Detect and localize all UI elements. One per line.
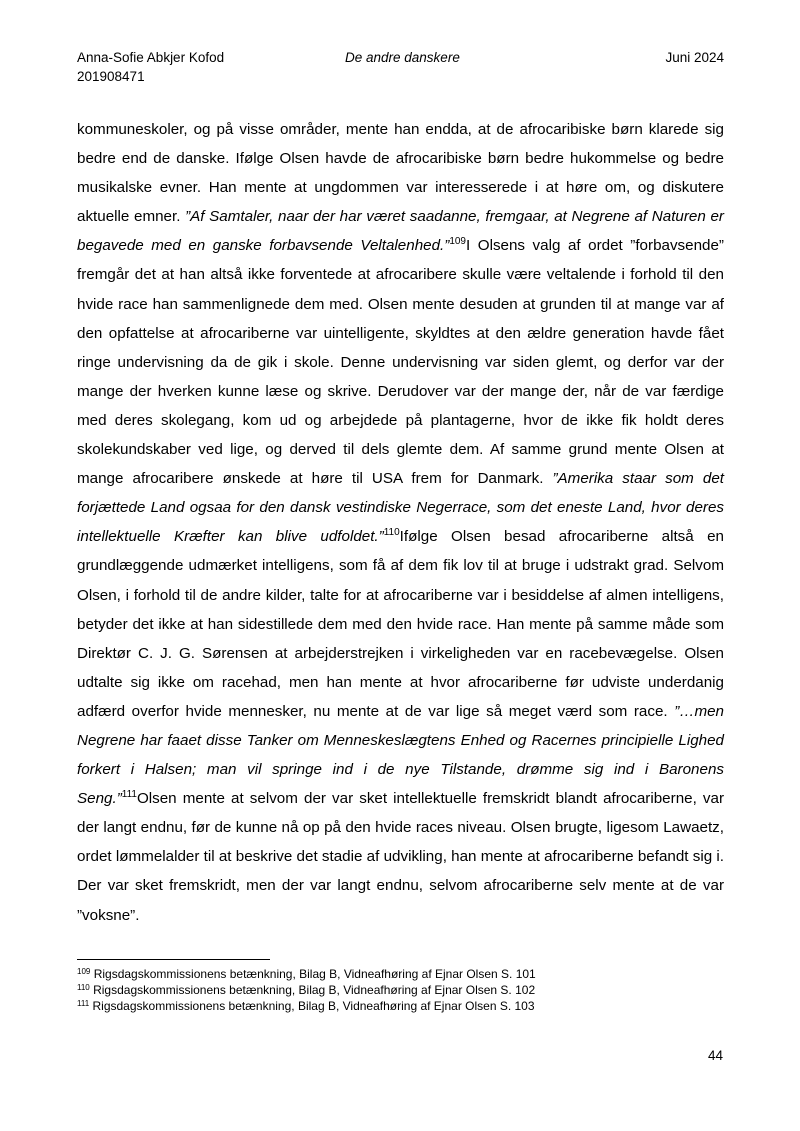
document-title: De andre danskere (345, 50, 460, 65)
body-text-segment: I Olsens valg af ordet ”forbavsende” fremgår det at han altså ikke forventede at afrocaribere skulle være veltalende i forhold til den hvide race han sammenlignede dem med. Olsen mente desuden at grunden til at mange var af den opfattelse at afrocariberne var uintelligente, skyldtes at den ældre generation havde fået ringe undervisning da de gik i skole. Denne undervisning var siden glemt, og derfor var der mange der hverken kunne læse og skrive. Derudover var der mange der, når de var færdige med deres skolegang, kom ud og arbejdede på plantagerne, hvor de ikke fik holdt deres skolekundskaber ved lige, og derved til dels glemte dem. Af samme grund mente Olsen at mange afrocaribere ønskede at høre til USA frem for Danmark. (77, 237, 724, 488)
author-name: Anna-Sofie Abkjer Kofod (77, 50, 225, 65)
footnote-text: Rigsdagskommissionens betænkning, Bilag B, Vidneafhøring af Ejnar Olsen S. 102 (89, 983, 536, 997)
footnote-text: Rigsdagskommissionens betænkning, Bilag B, Vidneafhøring af Ejnar Olsen S. 103 (89, 999, 535, 1013)
student-id: 201908471 (77, 69, 145, 84)
footnote (77, 998, 724, 1014)
footnote (77, 966, 724, 982)
body-text-segment: Ifølge Olsen besad afrocariberne altså en grundlæggende udmærket intelligens, som få af dem fik lov til at bruge i udstrakt grad. Selvom Olsen, i forhold til de andre kilder, talte for at afrocariberne var i besiddelse af almen intelligens, betyder det ikke at han sidestillede dem med den hvide race. Han mente på samme måde som Direktør C. J. G. Sørensen at arbejderstrejken i virkeligheden var en racebevægelse. Olsen udtalte sig ikke om racehad, men han mente at hvor afrocariberne før udviste underdanig adfærd overfor hvide mennesker, nu mente at de var lige så meget værd som race. (77, 528, 724, 720)
quotation: ”…men Negrene har faaet disse Tanker om Menneskeslægtens Enhed og Racernes principielle Lighed forkert i Halsen; man vil springe ind i de nye Tilstande, drømme sig ind i Baronens Seng.” (77, 702, 724, 808)
page-number: 44 (707, 1048, 723, 1063)
footnote-text: Rigsdagskommissionens betænkning, Bilag B, Vidneafhøring af Ejnar Olsen S. 101 (90, 967, 536, 981)
footnote-number: 111 (77, 999, 90, 1008)
quotation: ”Af Samtaler, naar der har været saadanne, fremgaar, at Negrene af Naturen er begavede med en ganske forbavsende Veltalenhed.” (77, 208, 724, 255)
footnote-number: 110 (77, 983, 90, 992)
footnote-separator (77, 959, 270, 960)
footnotes (77, 966, 724, 1014)
footnote-reference[interactable]: 111 (121, 789, 137, 801)
footnote (77, 982, 724, 998)
body-paragraph (77, 115, 724, 930)
footnote-reference[interactable]: 109 (449, 236, 466, 248)
body-text-segment: kommuneskoler, og på visse områder, mente han endda, at de afrocaribiske børn klarede sig bedre end de danske. Ifølge Olsen havde de afrocaribiske børn bedre hukommelse og bedre musikalske evner. Han mente at ungdommen var interesserede i at høre om, og diskutere aktuelle emner. (77, 121, 724, 226)
body-text-segment: Olsen mente at selvom der var sket intellektuelle fremskridt blandt afrocariberne, var der langt endnu, før de kunne nå op på den hvide races niveau. Olsen brugte, ligesom Lawaetz, ordet lømmelalder til at beskrive det stadie af udvikling, han mente at afrocariberne befandt sig i. Der var sket fremskridt, men der var langt endnu, selvom afrocariberne selv mente at de var ”voksne”. (77, 790, 724, 924)
quotation: ”Amerika staar som det forjættede Land ogsaa for den dansk vestindiske Negerrace, som det eneste Land, hvor deres intellektuelle Kræfter kan blive udfoldet.” (77, 470, 724, 546)
footnote-reference[interactable]: 110 (383, 527, 400, 539)
footnote-number: 109 (77, 967, 91, 976)
document-date: Juni 2024 (665, 50, 724, 65)
